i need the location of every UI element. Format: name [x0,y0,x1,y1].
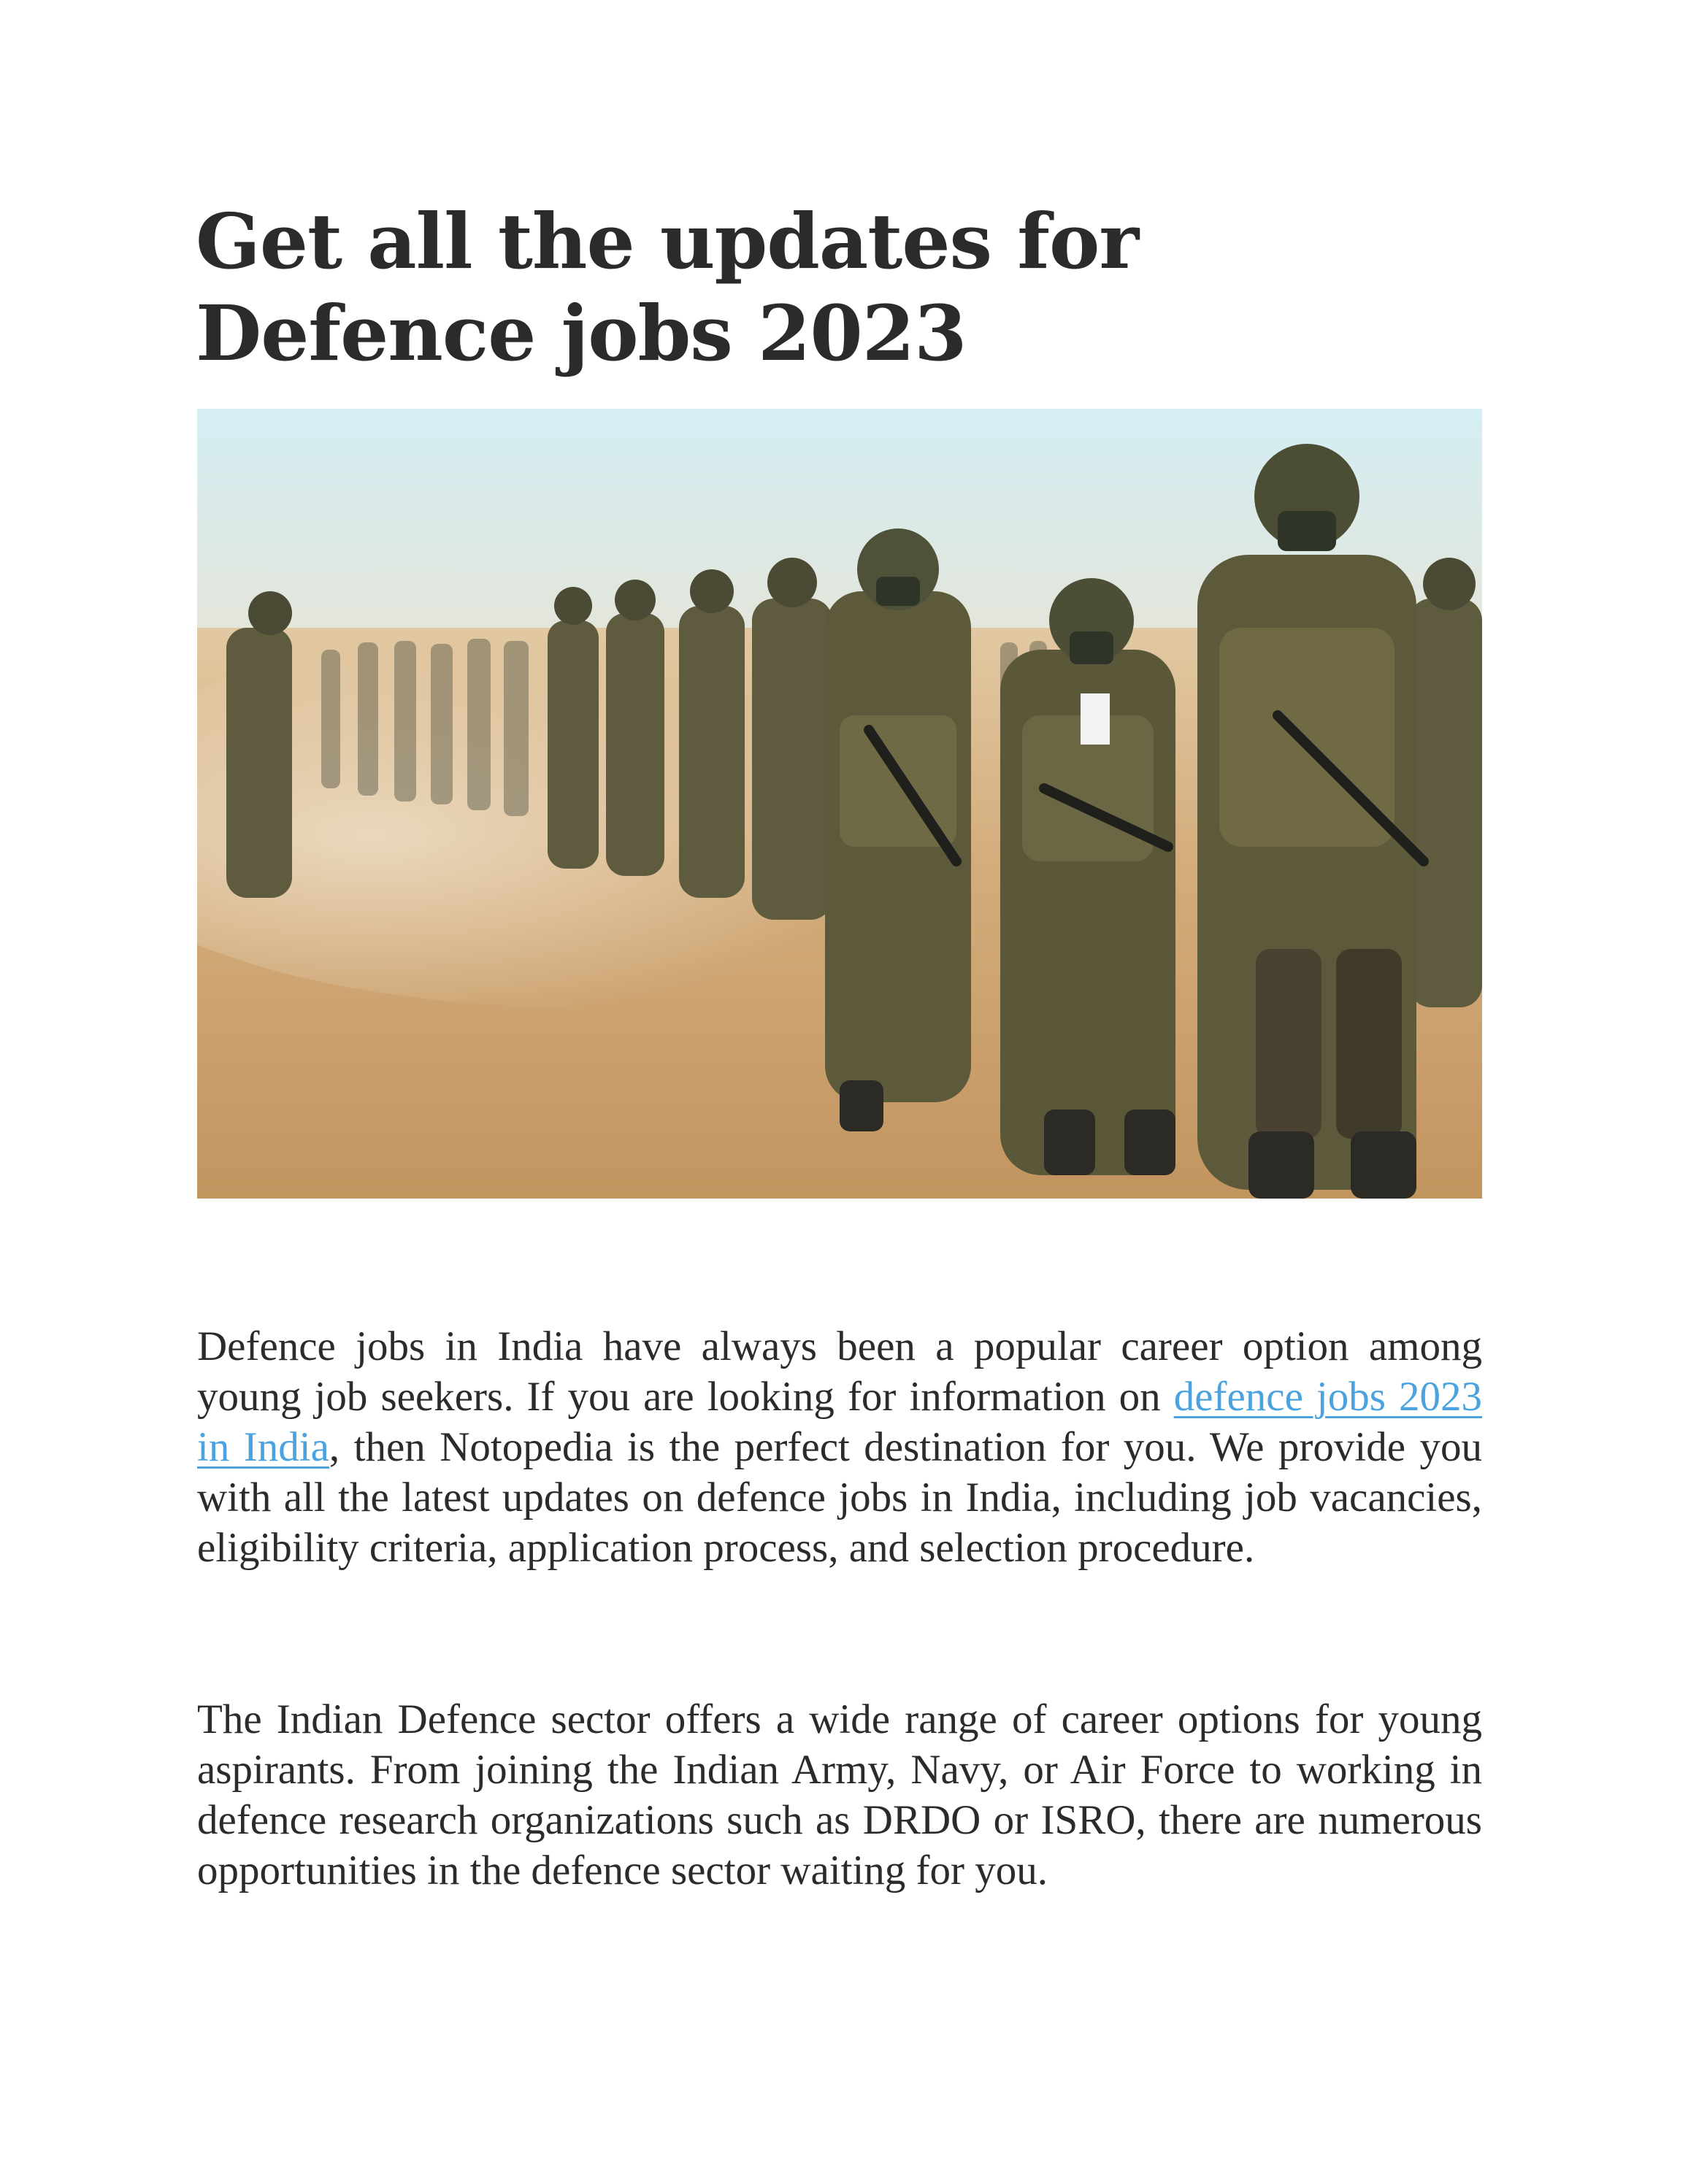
sector-paragraph: The Indian Defence sector offers a wide range of career options for young aspirants. From joining the Indian Army, Navy, or Air Force to working in defence research organizations such as DRDO or ISRO, there are numerous opportunities in the defence sector waiting for you. [197,1696,1482,1893]
page-title: Get all the updates for Defence jobs 2023 [196,196,1139,378]
defence-jobs-link[interactable]: defence jobs 2023 in India [197,1374,1482,1470]
intro-paragraph [197,1321,1482,1573]
hero-image [197,409,1482,1199]
intro-text-after-link: , then Notopedia is the perfect destination for you. We provide you with all the latest updates on defence jobs in India, including job vacancies, eligibility criteria, application process, and selection procedure. [197,1424,1482,1571]
intro-text-before-link: Defence jobs in India have always been a popular career option among young job seekers. If you are looking for information on [197,1323,1482,1420]
soldiers-marching-illustration [197,409,1482,1199]
